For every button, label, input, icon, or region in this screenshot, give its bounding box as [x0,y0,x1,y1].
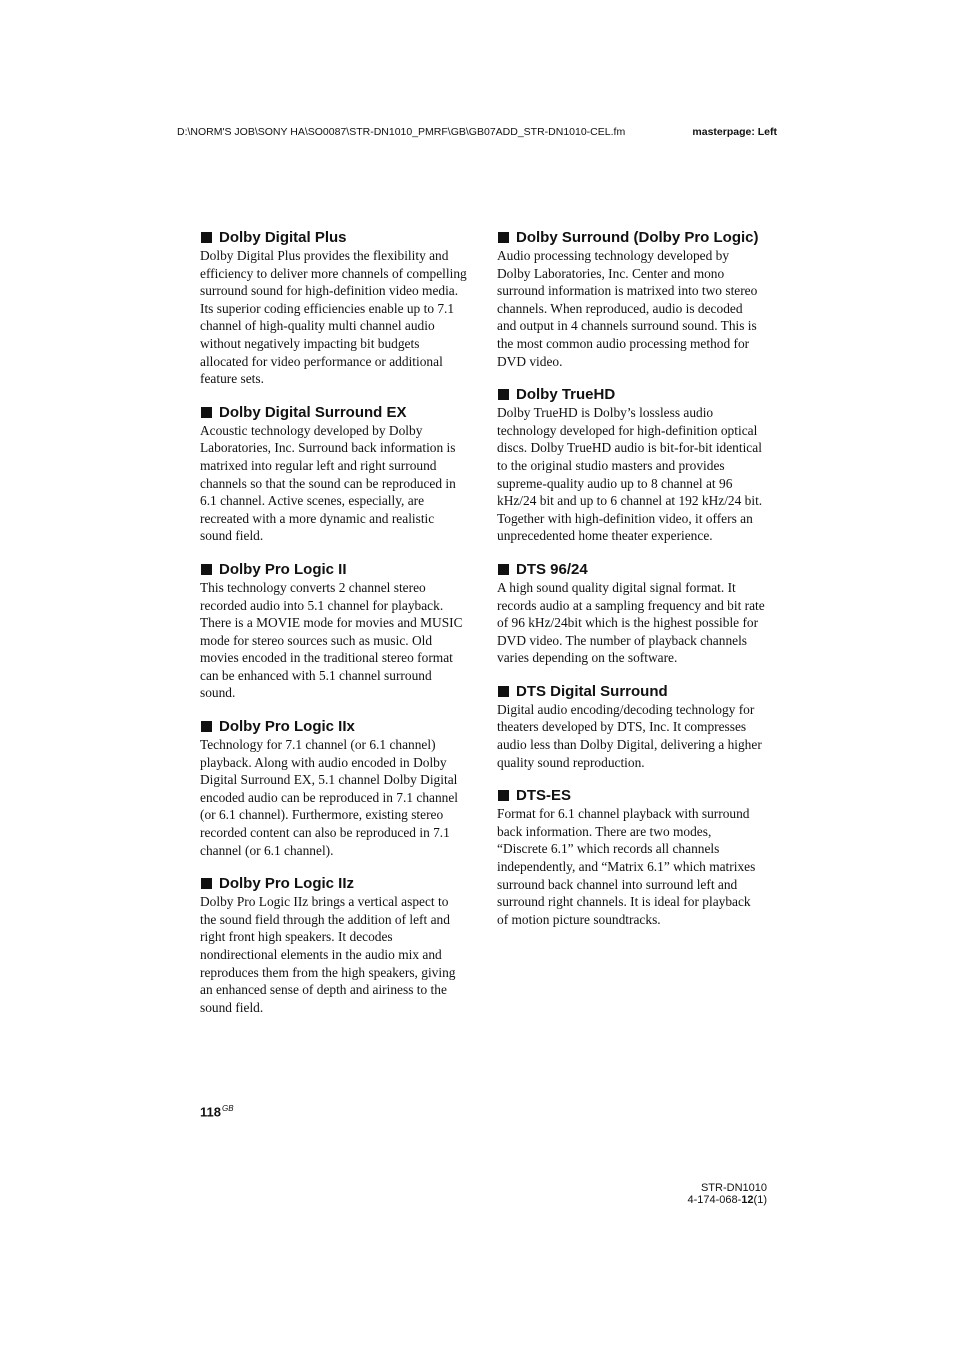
black-square-icon [498,232,509,243]
section-text: Technology for 7.1 channel (or 6.1 channel) playback. Along with audio encoded in Dolby Digital Surround EX, 5.1 channel Dolby Digital encoded audio can be reproduced in 7.1 channel (or 6.1 channel). Furthermore, existing stereo recorded content can also be reproduced in 7.1 channel (or 6.1 channel). [200,737,459,858]
section-title: DTS Digital Surround [516,682,668,700]
section-heading [497,387,765,403]
section-title: DTS 96/24 [516,560,588,578]
document-footer [687,1182,767,1206]
section-text: A high sound quality digital signal format. It records audio at a sampling frequency and bit rate of 96 kHz/24bit which is the highest possible for DVD video. The number of playback channels varies depending on the software. [497,579,765,666]
section-text: Audio processing technology developed by Dolby Laboratories, Inc. Center and mono surround information is matrixed into two stereo channels. When reproduced, audio is decoded and output in 4 channels surround sound. This is the most common audio processing method for DVD video. [497,248,758,369]
black-square-icon [201,564,212,575]
section-text: Dolby Digital Plus provides the flexibility and efficiency to deliver more channels of compelling surround sound for high-definition video media. Its superior coding efficiencies enable up to 7.1 channel of high-quality multi channel audio without negatively impacting bit budgets allocated for video performance or additional feature sets. [200,248,467,387]
black-square-icon [201,721,212,732]
section-title: Dolby Pro Logic IIz [219,875,355,893]
section-dts-es [497,788,765,928]
black-square-icon [498,686,509,697]
section-dolby-surround [497,230,765,370]
section-title: Dolby Pro Logic IIx [219,718,355,736]
black-square-icon [498,790,509,801]
section-title: DTS-ES [516,787,572,805]
section-text: Digital audio encoding/decoding technology for theaters developed by DTS, Inc. It compresses audio less than Dolby Digital, delivering a higher quality sound reproduction. [497,701,762,770]
section-heading [497,230,765,246]
black-square-icon [498,389,509,400]
section-text: This technology converts 2 channel stereo recorded audio into 5.1 channel for playback. There is a MOVIE mode for movies and MUSIC mode for stereo sources such as music. Old movies encoded in the traditional stereo format can be enhanced with 5.1 channel surround sound. [200,579,463,701]
black-square-icon [201,878,212,889]
section-heading [200,405,468,421]
masterpage-label: masterpage: Left [692,126,777,138]
section-heading [497,788,765,804]
page-number-value: 118 [200,1104,221,1120]
section-title: Dolby Digital Plus [219,229,347,246]
model-number: STR-DN1010 [700,1182,767,1194]
section-dolby-digital-plus [200,230,468,388]
section-heading [200,719,468,735]
black-square-icon [201,232,212,243]
section-text: Acoustic technology developed by Dolby Laboratories, Inc. Surround back information is matrixed into regular left and right surround channels so that the sound can be reproduced in 6.1 channel. Active scenes, especially, are recreated with a more dynamic and realistic sound field. [200,422,456,544]
section-dolby-digital-surround-ex [200,405,468,545]
section-heading [497,684,765,700]
part-code-suffix: (1) [753,1194,767,1206]
section-heading [200,230,468,246]
black-square-icon [498,564,509,575]
section-text: Dolby TrueHD is Dolby’s lossless audio technology developed for high-definition optical discs. Dolby TrueHD audio is bit-for-bit identical to the original studio masters and provides supreme-quality audio up to 8 channel at 96 kHz/24 bit and up to 6 channel at 192 kHz/24 bit. Together with high-definition video, it offers an unprecedented home theater experience. [497,405,763,544]
section-title: Dolby TrueHD [516,386,616,404]
section-title: Dolby Surround (Dolby Pro Logic) [516,229,759,246]
part-code [687,1194,767,1206]
document-header [177,126,777,138]
page-number-suffix: GB [221,1104,234,1113]
section-dts-digital-surround [497,684,765,771]
part-code-bold: 12 [741,1194,754,1206]
section-dolby-pro-logic-iix [200,719,468,859]
section-dolby-truehd [497,387,765,545]
section-dolby-pro-logic-ii [200,562,468,702]
section-dolby-pro-logic-iiz [200,876,468,1016]
right-column [497,230,765,945]
section-heading [200,876,468,892]
section-heading [497,562,765,578]
left-column [200,230,468,1033]
section-text: Dolby Pro Logic IIz brings a vertical aspect to the sound field through the addition of left and right front high speakers. It decodes nondirectional elements in the audio mix and reproduces them from the high speakers, giving an enhanced sense of depth and airiness to the sound field. [200,894,456,1015]
section-dts-96-24 [497,562,765,667]
part-code-prefix: 4-174-068- [687,1194,742,1206]
black-square-icon [201,407,212,418]
section-title: Dolby Digital Surround EX [219,403,407,421]
file-path: D:\NORM'S JOB\SONY HA\SO0087\STR-DN1010_PMRF\GB\GB07ADD_STR-DN1010-CEL.fm [177,126,626,138]
section-title: Dolby Pro Logic II [219,560,347,578]
page-number [200,1104,234,1119]
section-text: Format for 6.1 channel playback with surround back information. There are two modes, “Discrete 6.1” which records all channels independently, and “Matrix 6.1” which matrixes surround back channel into surround left and surround right channels. It is ideal for playback of motion picture soundtracks. [497,806,756,927]
section-heading [200,562,468,578]
